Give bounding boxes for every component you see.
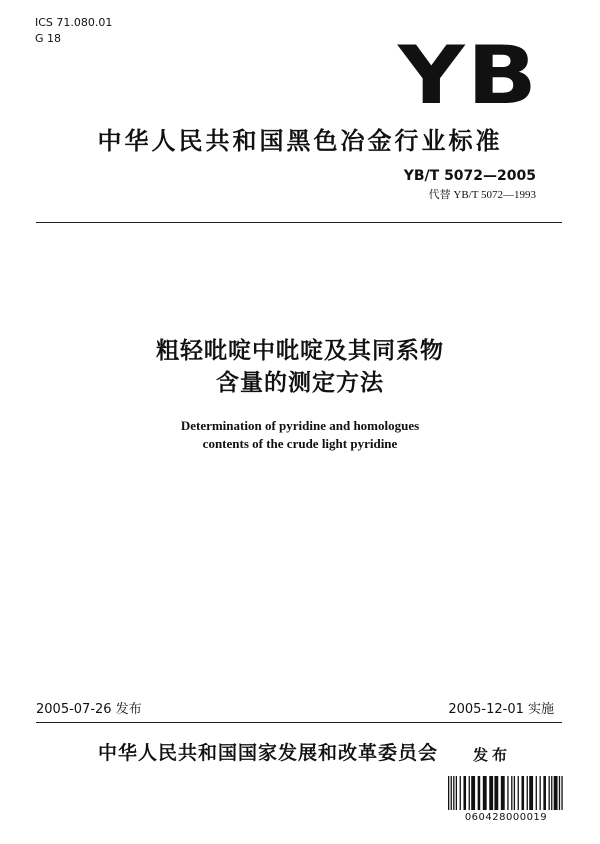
- standard-series-title: 中华人民共和国黑色冶金行业标准: [97, 127, 503, 155]
- barcode-bar: [460, 776, 461, 810]
- barcode-bar: [543, 776, 546, 810]
- barcode-bar: [521, 776, 524, 810]
- replaces-standard: 代替 YB/T 5072—1993: [428, 189, 536, 201]
- yb-logo: YB: [398, 29, 540, 122]
- issue-date: 2005-07-26 发布: [36, 702, 142, 717]
- title-english-line-1: Determination of pyridine and homologues: [180, 418, 420, 433]
- ics-code: ICS 71.080.01: [35, 16, 113, 29]
- barcode-bar: [536, 776, 537, 810]
- barcode: [448, 776, 564, 810]
- barcode-bar: [518, 776, 519, 810]
- barcode-number: 060428000019: [464, 812, 548, 823]
- issuing-authority: 中华人民共和国国家发展和改革委员会: [98, 742, 439, 764]
- title-chinese-line-1: 粗轻吡啶中吡啶及其同系物: [156, 338, 444, 364]
- barcode-bar: [559, 776, 560, 810]
- barcode-bar: [554, 776, 558, 810]
- barcode-bar: [489, 776, 493, 810]
- top-divider: [36, 222, 562, 223]
- bottom-divider: [36, 722, 562, 723]
- standard-number: YB/T 5072—2005: [403, 168, 536, 184]
- barcode-bar: [463, 776, 466, 810]
- barcode-bar: [501, 776, 505, 810]
- implementation-date: 2005-12-01 实施: [448, 702, 554, 717]
- barcode-bar: [507, 776, 508, 810]
- barcode-bar: [527, 776, 528, 810]
- title-chinese-line-2: 含量的测定方法: [216, 370, 384, 396]
- barcode-bar: [540, 776, 541, 810]
- barcode-bar: [451, 776, 452, 810]
- barcode-bar: [549, 776, 550, 810]
- barcode-bar: [561, 776, 562, 810]
- classification-code: G 18: [35, 32, 62, 45]
- barcode-bar: [529, 776, 533, 810]
- barcode-bar: [511, 776, 512, 810]
- barcode-bar: [478, 776, 481, 810]
- barcode-bar: [469, 776, 470, 810]
- barcode-bar: [551, 776, 552, 810]
- barcode-bar: [448, 776, 449, 810]
- barcode-bar: [453, 776, 454, 810]
- barcode-bar: [494, 776, 498, 810]
- barcode-bar: [471, 776, 475, 810]
- publish-label: 发布: [473, 746, 512, 764]
- barcode-bar: [483, 776, 487, 810]
- barcode-bar: [456, 776, 457, 810]
- title-english-line-2: contents of the crude light pyridine: [202, 436, 398, 451]
- barcode-bar: [514, 776, 515, 810]
